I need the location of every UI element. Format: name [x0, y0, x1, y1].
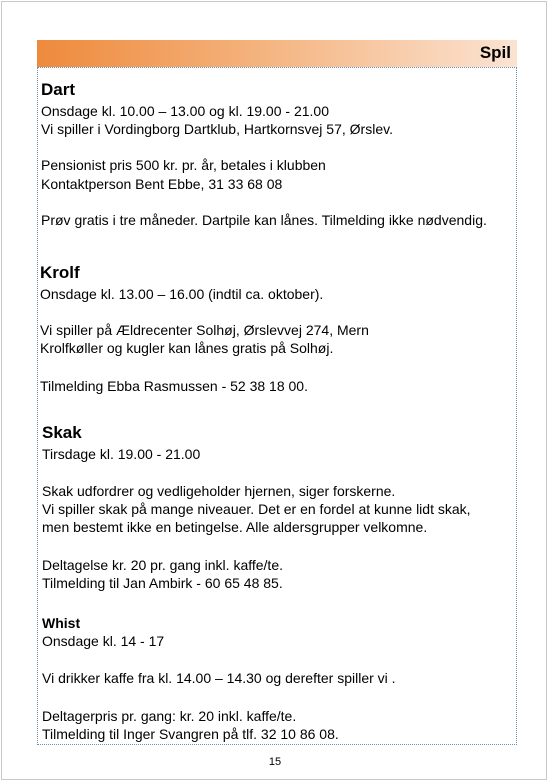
krolf-schedule: Onsdage kl. 13.00 – 16.00 (indtil ca. oktober). [40, 286, 324, 302]
skak-description-3: men bestemt ikke en betingelse. Alle aldersgrupper velkomne. [42, 519, 428, 535]
dart-location: Vi spiller i Vordingborg Dartklub, Hartkornsvej 57, Ørslev. [41, 121, 393, 137]
section-header-bar [37, 40, 517, 67]
krolf-signup: Tilmelding Ebba Rasmussen - 52 38 18 00. [40, 378, 308, 394]
skak-heading: Skak [42, 423, 82, 442]
krolf-equipment: Krolfkøller og kugler kan lånes gratis på Solhøj. [40, 340, 334, 356]
krolf-location: Vi spiller på Ældrecenter Solhøj, Ørslevvej 274, Mern [40, 322, 369, 338]
dart-note: Prøv gratis i tre måneder. Dartpile kan lånes. Tilmelding ikke nødvendig. [41, 212, 487, 228]
dart-heading: Dart [41, 80, 76, 99]
dart-schedule: Onsdage kl. 10.00 – 13.00 og kl. 19.00 - 21.00 [41, 103, 329, 119]
skak-schedule: Tirsdage kl. 19.00 - 21.00 [42, 446, 201, 462]
section-header-title: Spil [479, 43, 511, 62]
skak-description-2: Vi spiller skak på mange niveauer. Det er en fordel at kunne lidt skak, [42, 501, 471, 517]
krolf-heading: Krolf [40, 263, 80, 282]
whist-schedule: Onsdage kl. 14 - 17 [42, 633, 165, 649]
whist-price: Deltagerpris pr. gang: kr. 20 inkl. kaffe/te. [42, 708, 297, 724]
dart-contact: Kontaktperson Bent Ebbe, 31 33 68 08 [41, 176, 283, 192]
whist-coffee: Vi drikker kaffe fra kl. 14.00 – 14.30 og derefter spiller vi . [42, 670, 396, 686]
whist-heading: Whist [42, 615, 81, 631]
skak-description-1: Skak udfordrer og vedligeholder hjernen, siger forskerne. [42, 483, 396, 499]
page-number: 15 [268, 756, 282, 768]
skak-signup: Tilmelding til Jan Ambirk - 60 65 48 85. [42, 575, 283, 591]
skak-price: Deltagelse kr. 20 pr. gang inkl. kaffe/te. [42, 557, 284, 573]
dart-price: Pensionist pris 500 kr. pr. år, betales i klubben [41, 157, 326, 173]
whist-signup: Tilmelding til Inger Svangren på tlf. 32 10 86 08. [42, 726, 339, 742]
